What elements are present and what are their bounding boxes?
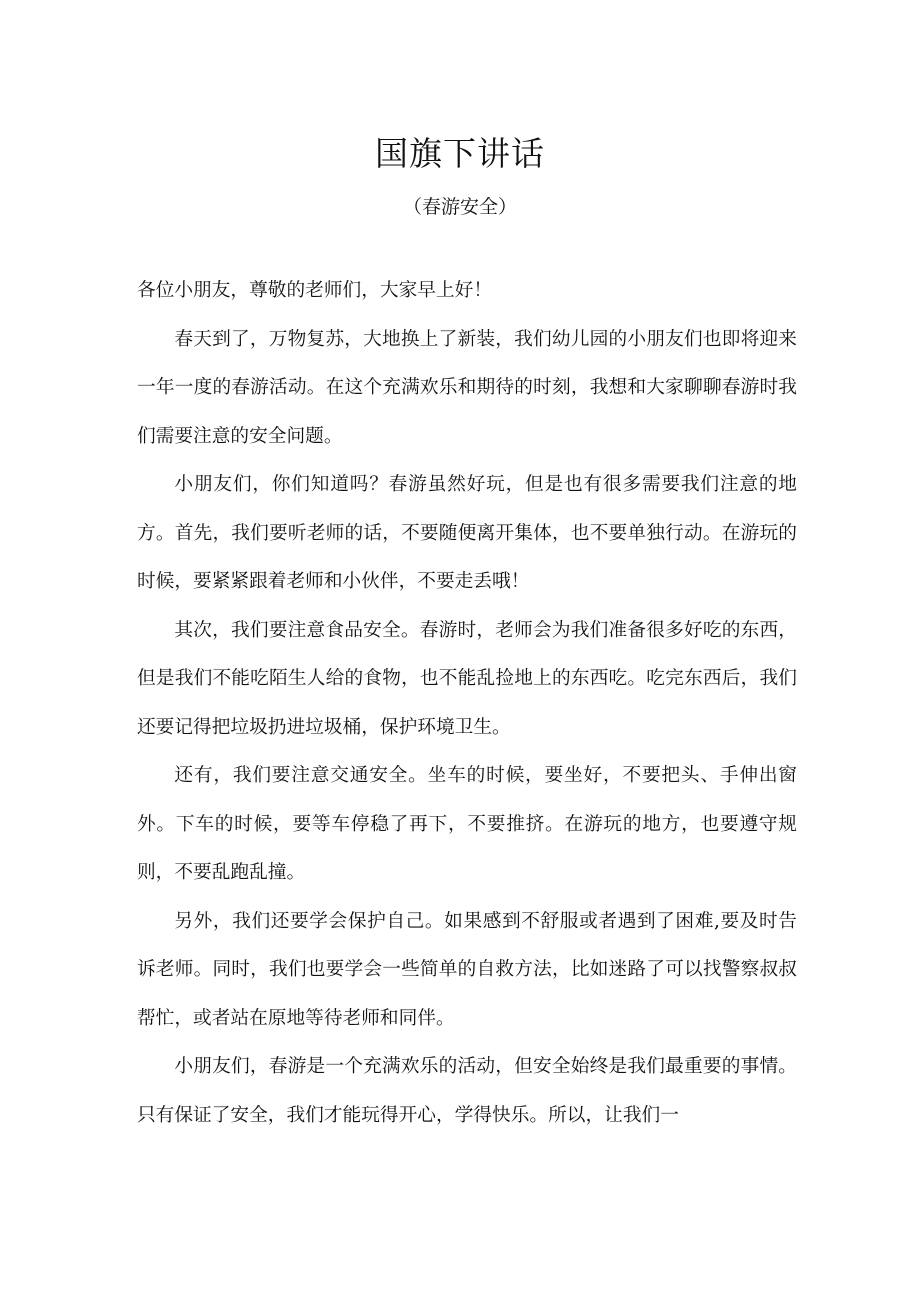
document-subtitle: （春游安全） bbox=[402, 196, 517, 218]
body-paragraph: 春天到了，万物复苏，大地换上了新装，我们幼儿园的小朋友们也即将迎来一年一度的春游活动。在这个充满欢乐和期待的时刻，我想和大家聊聊春游时我们需要注意的安全问题。 bbox=[137, 328, 797, 447]
body-paragraph: 小朋友们，你们知道吗？春游虽然好玩，但是也有很多需要我们注意的地方。首先，我们要听老师的话，不要随便离开集体，也不要单独行动。在游玩的时候，要紧紧跟着老师和小伙伴，不要走丢哦！ bbox=[137, 474, 797, 592]
speech-body bbox=[137, 267, 797, 1140]
body-paragraph: 其次，我们要注意食品安全。春游时，老师会为我们准备很多好吃的东西，但是我们不能吃陌生人给的食物，也不能乱捡地上的东西吃。吃完东西后，我们还要记得把垃圾扔进垃圾桶，保护环境卫生。 bbox=[137, 619, 797, 738]
greeting-paragraph: 各位小朋友，尊敬的老师们，大家早上好！ bbox=[137, 280, 493, 301]
body-paragraph: 另外，我们还要学会保护自己。如果感到不舒服或者遇到了困难,要及时告诉老师。同时，我们也要学会一些简单的自救方法，比如迷路了可以找警察叔叔帮忙，或者站在原地等待老师和同伴。 bbox=[137, 910, 797, 1029]
body-paragraph: 还有，我们要注意交通安全。坐车的时候，要坐好，不要把头、手伸出窗外。下车的时候，要等车停稳了再下，不要推挤。在游玩的地方，也要遵守规则，不要乱跑乱撞。 bbox=[137, 765, 797, 883]
body-paragraph: 小朋友们，春游是一个充满欢乐的活动，但安全始终是我们最重要的事情。只有保证了安全，我们才能玩得开心，学得快乐。所以，让我们一 bbox=[137, 1056, 797, 1126]
document-title: 国旗下讲话 bbox=[375, 134, 545, 173]
